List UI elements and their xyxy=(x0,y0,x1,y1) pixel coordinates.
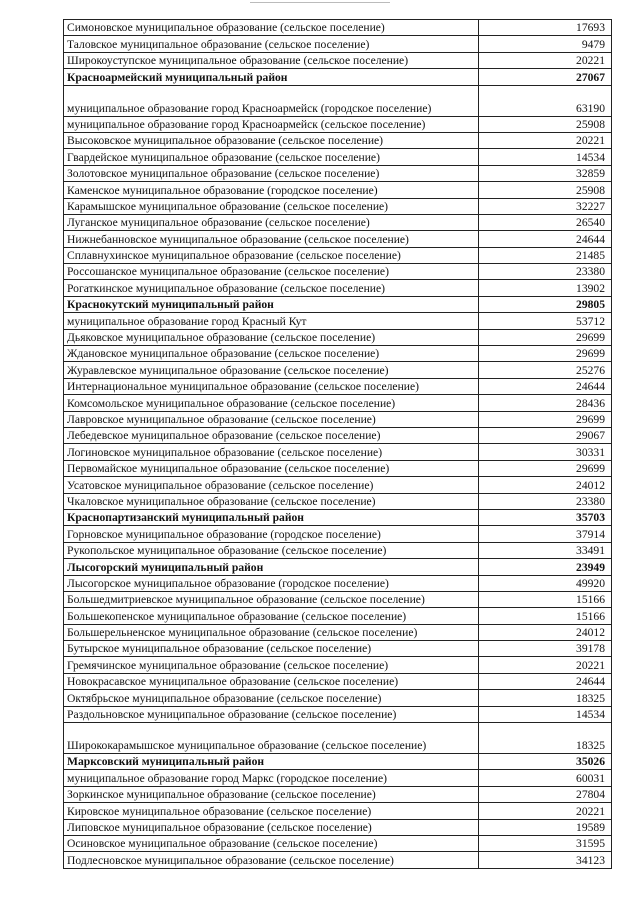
municipality-value: 27804 xyxy=(479,786,612,802)
municipality-name: Чкаловское муниципальное образование (сельское поселение) xyxy=(64,493,479,509)
table-row xyxy=(64,378,612,394)
municipality-value: 37914 xyxy=(479,526,612,542)
table-row xyxy=(64,313,612,329)
municipality-name: Осиновское муниципальное образование (сельское поселение) xyxy=(64,835,479,851)
municipality-value: 23380 xyxy=(479,264,612,280)
municipality-name: Карамышское муниципальное образование (сельское поселение) xyxy=(64,198,479,214)
municipality-name: Таловское муниципальное образование (сельское поселение) xyxy=(64,36,479,52)
district-row xyxy=(64,69,612,85)
table-row xyxy=(64,395,612,411)
district-row xyxy=(64,509,612,525)
municipality-value: 20221 xyxy=(479,657,612,673)
municipality-name: Журавлевское муниципальное образование (сельское поселение) xyxy=(64,362,479,378)
municipality-name: Лысогорское муниципальное образование (городское поселение) xyxy=(64,575,479,591)
municipality-value: 24644 xyxy=(479,231,612,247)
municipality-name: Гвардейское муниципальное образование (сельское поселение) xyxy=(64,149,479,165)
municipality-value: 14534 xyxy=(479,149,612,165)
municipality-value: 34123 xyxy=(479,852,612,868)
municipality-value: 15166 xyxy=(479,608,612,624)
municipality-name: Рогаткинское муниципальное образование (сельское поселение) xyxy=(64,280,479,296)
municipality-value: 13902 xyxy=(479,280,612,296)
municipality-name: Горновское муниципальное образование (городское поселение) xyxy=(64,526,479,542)
municipality-name: Луганское муниципальное образование (сельское поселение) xyxy=(64,214,479,230)
table-row xyxy=(64,786,612,802)
table-row xyxy=(64,624,612,640)
table-row xyxy=(64,641,612,657)
municipality-value: 63190 xyxy=(479,85,612,116)
table-row xyxy=(64,247,612,263)
municipality-name: Октябрьское муниципальное образование (сельское поселение) xyxy=(64,690,479,706)
municipality-name: Липовское муниципальное образование (сельское поселение) xyxy=(64,819,479,835)
table-row xyxy=(64,493,612,509)
municipality-value: 29699 xyxy=(479,411,612,427)
municipality-name: Краснокутский муниципальный район xyxy=(64,296,479,312)
municipality-value: 53712 xyxy=(479,313,612,329)
municipality-value: 60031 xyxy=(479,770,612,786)
municipality-value: 14534 xyxy=(479,706,612,722)
table-row xyxy=(64,803,612,819)
municipality-value: 32227 xyxy=(479,198,612,214)
table-row xyxy=(64,116,612,132)
municipality-name: Лавровское муниципальное образование (сельское поселение) xyxy=(64,411,479,427)
table-row xyxy=(64,657,612,673)
municipality-value: 49920 xyxy=(479,575,612,591)
municipality-value: 27067 xyxy=(479,69,612,85)
municipality-name: Лысогорский муниципальный район xyxy=(64,559,479,575)
table-row xyxy=(64,427,612,443)
municipality-value: 17693 xyxy=(479,20,612,36)
municipality-name: Золотовское муниципальное образование (сельское поселение) xyxy=(64,165,479,181)
municipality-value: 32859 xyxy=(479,165,612,181)
table-row xyxy=(64,819,612,835)
table-row xyxy=(64,182,612,198)
municipality-name: Раздольновское муниципальное образование (сельское поселение) xyxy=(64,706,479,722)
table-row xyxy=(64,526,612,542)
municipality-value: 29699 xyxy=(479,346,612,362)
municipality-value: 29067 xyxy=(479,427,612,443)
table-row xyxy=(64,165,612,181)
table-row xyxy=(64,542,612,558)
table-row xyxy=(64,280,612,296)
municipality-value: 15166 xyxy=(479,591,612,607)
table-body xyxy=(64,20,612,869)
municipality-name: муниципальное образование город Красный Кут xyxy=(64,313,479,329)
municipality-name: муниципальное образование город Красноармейск (городское поселение) xyxy=(64,85,479,116)
municipality-value: 24012 xyxy=(479,624,612,640)
municipality-name: Дьяковское муниципальное образование (сельское поселение) xyxy=(64,329,479,345)
table-row xyxy=(64,231,612,247)
municipality-value: 18325 xyxy=(479,723,612,754)
table-row xyxy=(64,723,612,754)
municipality-value: 39178 xyxy=(479,641,612,657)
table-row xyxy=(64,20,612,36)
municipality-name: Нижнебанновское муниципальное образование (сельское поселение) xyxy=(64,231,479,247)
municipality-name: Кировское муниципальное образование (сельское поселение) xyxy=(64,803,479,819)
municipal-table xyxy=(63,19,612,869)
municipality-value: 9479 xyxy=(479,36,612,52)
municipality-name: муниципальное образование город Красноармейск (сельское поселение) xyxy=(64,116,479,132)
table-row xyxy=(64,214,612,230)
table-row xyxy=(64,690,612,706)
table-row xyxy=(64,362,612,378)
municipality-name: Подлесновское муниципальное образование (сельское поселение) xyxy=(64,852,479,868)
table-row xyxy=(64,835,612,851)
municipality-value: 21485 xyxy=(479,247,612,263)
municipality-name: муниципальное образование город Маркс (городское поселение) xyxy=(64,770,479,786)
municipality-name: Рукопольское муниципальное образование (сельское поселение) xyxy=(64,542,479,558)
municipality-value: 19589 xyxy=(479,819,612,835)
municipality-name: Большекопенское муниципальное образование (сельское поселение) xyxy=(64,608,479,624)
municipality-value: 29699 xyxy=(479,329,612,345)
table-row xyxy=(64,770,612,786)
municipality-value: 25908 xyxy=(479,182,612,198)
municipality-name: Усатовское муниципальное образование (сельское поселение) xyxy=(64,477,479,493)
table-row xyxy=(64,346,612,362)
municipality-value: 24644 xyxy=(479,673,612,689)
municipality-value: 30331 xyxy=(479,444,612,460)
municipality-name: Зоркинское муниципальное образование (сельское поселение) xyxy=(64,786,479,802)
district-row xyxy=(64,296,612,312)
municipality-name: Комсомольское муниципальное образование (сельское поселение) xyxy=(64,395,479,411)
municipality-name: Интернациональное муниципальное образование (сельское поселение) xyxy=(64,378,479,394)
municipality-value: 18325 xyxy=(479,690,612,706)
municipality-name: Симоновское муниципальное образование (сельское поселение) xyxy=(64,20,479,36)
municipality-value: 25908 xyxy=(479,116,612,132)
table-row xyxy=(64,85,612,116)
table-row xyxy=(64,608,612,624)
municipality-name: Сплавнухинское муниципальное образование (сельское поселение) xyxy=(64,247,479,263)
municipality-value: 29699 xyxy=(479,460,612,476)
municipality-value: 33491 xyxy=(479,542,612,558)
municipality-name: Краснопартизанский муниципальный район xyxy=(64,509,479,525)
municipality-name: Первомайское муниципальное образование (сельское поселение) xyxy=(64,460,479,476)
municipality-value: 20221 xyxy=(479,132,612,148)
table-row xyxy=(64,852,612,868)
municipality-value: 29805 xyxy=(479,296,612,312)
municipality-name: Гремячинское муниципальное образование (сельское поселение) xyxy=(64,657,479,673)
table-row xyxy=(64,591,612,607)
table-row xyxy=(64,149,612,165)
municipality-value: 28436 xyxy=(479,395,612,411)
municipality-name: Красноармейский муниципальный район xyxy=(64,69,479,85)
municipality-value: 24644 xyxy=(479,378,612,394)
municipality-value: 35703 xyxy=(479,509,612,525)
table-row xyxy=(64,198,612,214)
municipality-name: Каменское муниципальное образование (городское поселение) xyxy=(64,182,479,198)
municipality-value: 23949 xyxy=(479,559,612,575)
district-row xyxy=(64,754,612,770)
municipality-value: 20221 xyxy=(479,52,612,68)
municipality-name: Бутырское муниципальное образование (сельское поселение) xyxy=(64,641,479,657)
municipality-name: Новокрасавское муниципальное образование (сельское поселение) xyxy=(64,673,479,689)
table-row xyxy=(64,264,612,280)
municipality-name: Высоковское муниципальное образование (сельское поселение) xyxy=(64,132,479,148)
municipality-name: Россошанское муниципальное образование (сельское поселение) xyxy=(64,264,479,280)
municipality-value: 24012 xyxy=(479,477,612,493)
table-row xyxy=(64,411,612,427)
municipality-name: Марксовский муниципальный район xyxy=(64,754,479,770)
municipality-name: Большедмитриевское муниципальное образование (сельское поселение) xyxy=(64,591,479,607)
municipality-value: 25276 xyxy=(479,362,612,378)
municipality-value: 20221 xyxy=(479,803,612,819)
municipality-name: Ширококарамышское муниципальное образование (сельское поселение) xyxy=(64,723,479,754)
municipality-name: Ждановское муниципальное образование (сельское поселение) xyxy=(64,346,479,362)
municipality-name: Логиновское муниципальное образование (сельское поселение) xyxy=(64,444,479,460)
table-row xyxy=(64,329,612,345)
table-row xyxy=(64,460,612,476)
municipality-name: Широкоуступское муниципальное образование (сельское поселение) xyxy=(64,52,479,68)
page-top-rule xyxy=(250,2,390,3)
table-row xyxy=(64,575,612,591)
district-row xyxy=(64,559,612,575)
municipality-value: 26540 xyxy=(479,214,612,230)
table-row xyxy=(64,706,612,722)
municipality-value: 23380 xyxy=(479,493,612,509)
table-row xyxy=(64,132,612,148)
table-row xyxy=(64,52,612,68)
table-row xyxy=(64,477,612,493)
table-row xyxy=(64,673,612,689)
municipality-name: Лебедевское муниципальное образование (сельское поселение) xyxy=(64,427,479,443)
municipality-name: Большерельненское муниципальное образование (сельское поселение) xyxy=(64,624,479,640)
municipality-value: 35026 xyxy=(479,754,612,770)
table-row xyxy=(64,444,612,460)
municipality-value: 31595 xyxy=(479,835,612,851)
table-row xyxy=(64,36,612,52)
